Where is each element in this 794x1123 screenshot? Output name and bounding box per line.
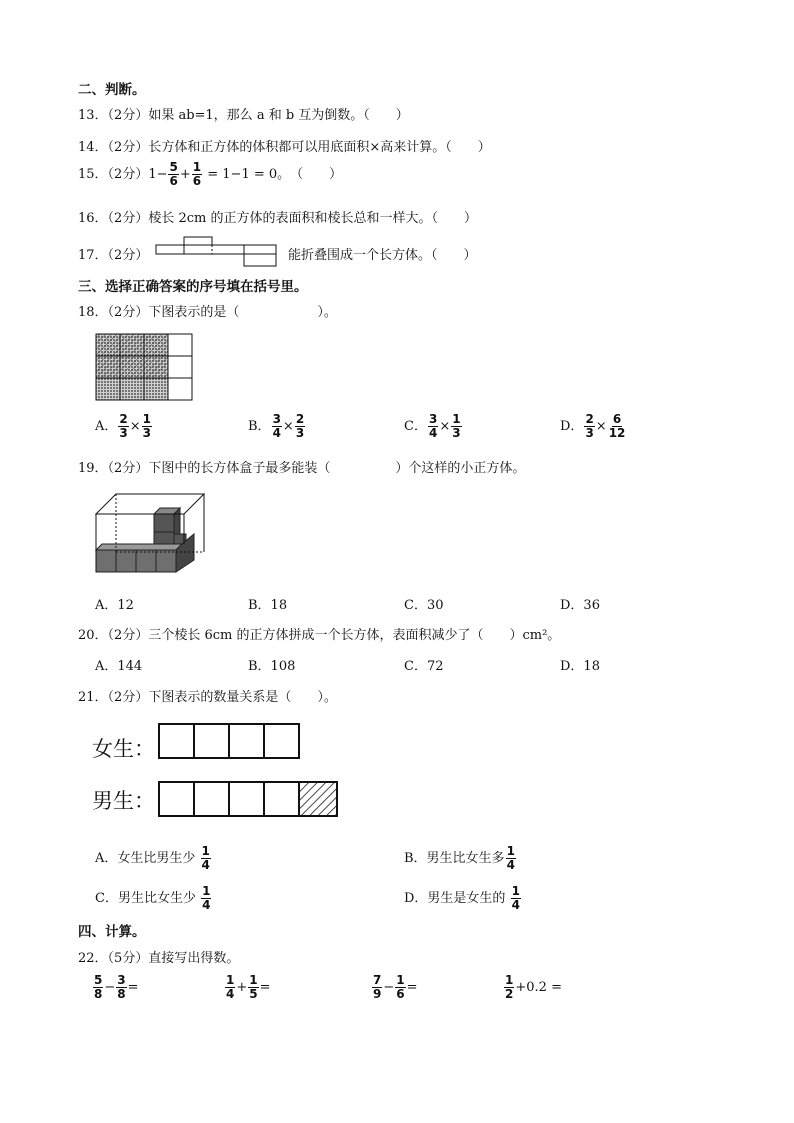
- question-14: 14．（2分）长方体和正方体的体积都可以用底面积×高来计算。（ ）: [78, 140, 491, 155]
- q18-option-c[interactable]: C． $\frac{3}{4}$ × $\frac{1}{3}$: [404, 412, 461, 440]
- q21-option-b[interactable]: B．男生比女生多 $\frac{1}{4}$: [404, 844, 515, 872]
- question-13: 13．（2分）如果 ab=1，那么 a 和 b 互为倒数。（ ）: [78, 108, 409, 123]
- q22-item-3: $\frac{7}{9}$ − $\frac{1}{6}$ =: [373, 973, 418, 1001]
- section-heading-calculation: 四、计算。: [78, 924, 146, 940]
- boys-bar-diagram: [158, 780, 340, 820]
- q22-item-2: $\frac{1}{4}$ + $\frac{1}{5}$ =: [226, 973, 271, 1001]
- q20-option-d[interactable]: D．18: [560, 659, 600, 674]
- q19-option-c[interactable]: C．30: [404, 598, 444, 613]
- question-21: 21．（2分）下图表示的数量关系是（ ）。: [78, 690, 337, 705]
- q19-option-d[interactable]: D．36: [560, 598, 600, 613]
- question-20: 20．（2分）三个棱长 6cm 的正方体拼成一个长方体，表面积减少了（ ）cm²。: [78, 628, 561, 643]
- section-heading-choice: 三、选择正确答案的序号填在括号里。: [78, 279, 308, 295]
- question-17-prefix: 17．（2分）: [78, 248, 149, 263]
- question-15: 15．（2分）1− $\frac{5}{6}$ + $\frac{1}{6}$ = 1−1 = 0。 （ ）: [78, 160, 343, 188]
- q20-option-c[interactable]: C．72: [404, 659, 444, 674]
- question-17-suffix: 能折叠围成一个长方体。（ ）: [288, 248, 477, 263]
- grid-fraction-figure: [95, 333, 195, 401]
- q21-option-a[interactable]: A．女生比男生少 $\frac{1}{4}$: [95, 844, 210, 872]
- girls-bar-diagram: [158, 722, 302, 760]
- question-18: 18．（2分）下图表示的是（ ）。: [78, 305, 337, 320]
- q21-option-c[interactable]: C．男生比女生少 $\frac{1}{4}$: [95, 884, 211, 912]
- unfolded-box-net-figure: [152, 234, 282, 270]
- q18-option-b[interactable]: B． $\frac{3}{4}$ × $\frac{2}{3}$: [248, 412, 305, 440]
- q22-item-1: $\frac{5}{8}$ − $\frac{3}{8}$ =: [94, 973, 139, 1001]
- question-16: 16．（2分）棱长 2cm 的正方体的表面积和棱长总和一样大。（ ）: [78, 211, 477, 226]
- cuboid-box-with-cubes-figure: [94, 490, 206, 578]
- question-22: 22．（5分）直接写出得数。: [78, 951, 240, 966]
- question-19: 19．（2分）下图中的长方体盒子最多能装（ ）个这样的小正方体。: [78, 461, 526, 476]
- q21-option-d[interactable]: D．男生是女生的 $\frac{1}{4}$: [404, 884, 520, 912]
- girls-label: 女生：: [92, 737, 155, 761]
- q19-option-a[interactable]: A．12: [95, 598, 134, 613]
- boys-label: 男生：: [92, 789, 155, 813]
- q20-option-a[interactable]: A．144: [95, 659, 143, 674]
- q20-option-b[interactable]: B．108: [248, 659, 296, 674]
- section-heading-judgement: 二、判断。: [78, 82, 146, 98]
- q22-item-4: $\frac{1}{2}$ +0.2 =: [505, 973, 562, 1001]
- q19-option-b[interactable]: B．18: [248, 598, 288, 613]
- q18-option-d[interactable]: D． $\frac{2}{3}$ × $\frac{6}{12}$: [560, 412, 626, 440]
- q18-option-a[interactable]: A． $\frac{2}{3}$ × $\frac{1}{3}$: [95, 412, 152, 440]
